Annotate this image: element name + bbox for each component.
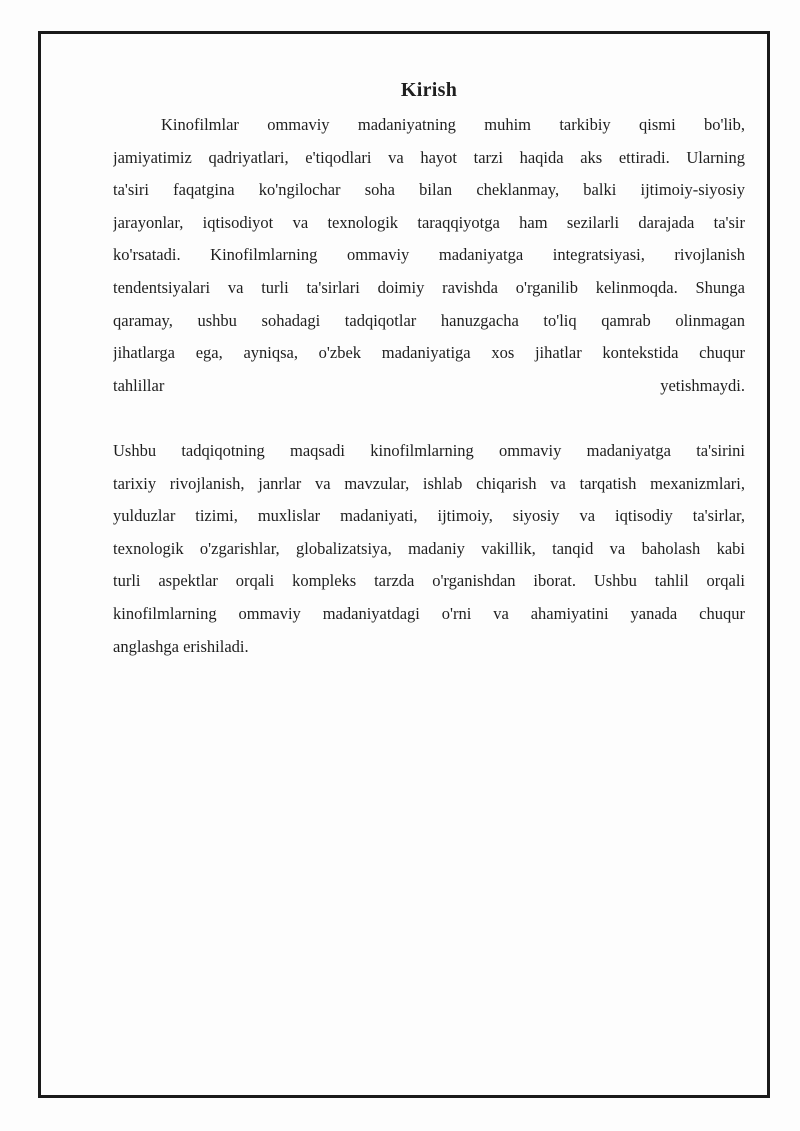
text-line: tarixiy rivojlanish, janrlar va mavzular, ishlab chiqarish va tarqatish mexanizmlari, — [113, 473, 745, 493]
text-line: turli aspektlar orqali kompleks tarzda o'rganishdan iborat. Ushbu tahlil orqali — [113, 571, 745, 591]
text-line: ta'siri faqatgina ko'ngilochar soha bilan cheklanmay, balki ijtimoiy-siyosiy — [113, 180, 745, 200]
text-line: yulduzlar tizimi, muxlislar madaniyati, ijtimoiy, siyosiy va iqtisodiy ta'sirlar, — [113, 506, 745, 526]
section-title: Kirish — [400, 79, 458, 101]
paragraphs — [113, 109, 745, 663]
text-line: jihatlarga ega, ayniqsa, o'zbek madaniyatiga xos jihatlar kontekstida chuqur — [113, 343, 745, 363]
paragraph — [113, 435, 745, 663]
text-line: qaramay, ushbu sohadagi tadqiqotlar hanuzgacha to'liq qamrab olinmagan — [113, 310, 745, 330]
paragraph — [113, 109, 745, 402]
text-line: jamiyatimiz qadriyatlari, e'tiqodlari va hayot tarzi haqida aks ettiradi. Ularning — [113, 147, 745, 167]
text-line: Ushbu tadqiqotning maqsadi kinofilmlarning ommaviy madaniyatga ta'sirini — [113, 440, 745, 460]
text-line: tendentsiyalari va turli ta'sirlari doimiy ravishda o'rganilib kelinmoqda. Shunga — [113, 277, 745, 297]
text-line: Kinofilmlar ommaviy madaniyatning muhim tarkibiy qismi bo'lib, — [161, 115, 745, 134]
text-line: anglashga erishiladi. — [113, 636, 249, 656]
text-line: jarayonlar, iqtisodiyot va texnologik taraqqiyotga ham sezilarli darajada ta'sir — [113, 212, 745, 232]
text-line: ko'rsatadi. Kinofilmlarning ommaviy madaniyatga integratsiyasi, rivojlanish — [113, 245, 745, 265]
page-content — [113, 72, 745, 663]
text-line: texnologik o'zgarishlar, globalizatsiya, madaniy vakillik, tanqid va baholash kabi — [113, 538, 745, 558]
text-line: tahlillar yetishmaydi. — [113, 375, 745, 395]
text-line: kinofilmlarning ommaviy madaniyatdagi o'rni va ahamiyatini yanada chuqur — [113, 603, 745, 623]
